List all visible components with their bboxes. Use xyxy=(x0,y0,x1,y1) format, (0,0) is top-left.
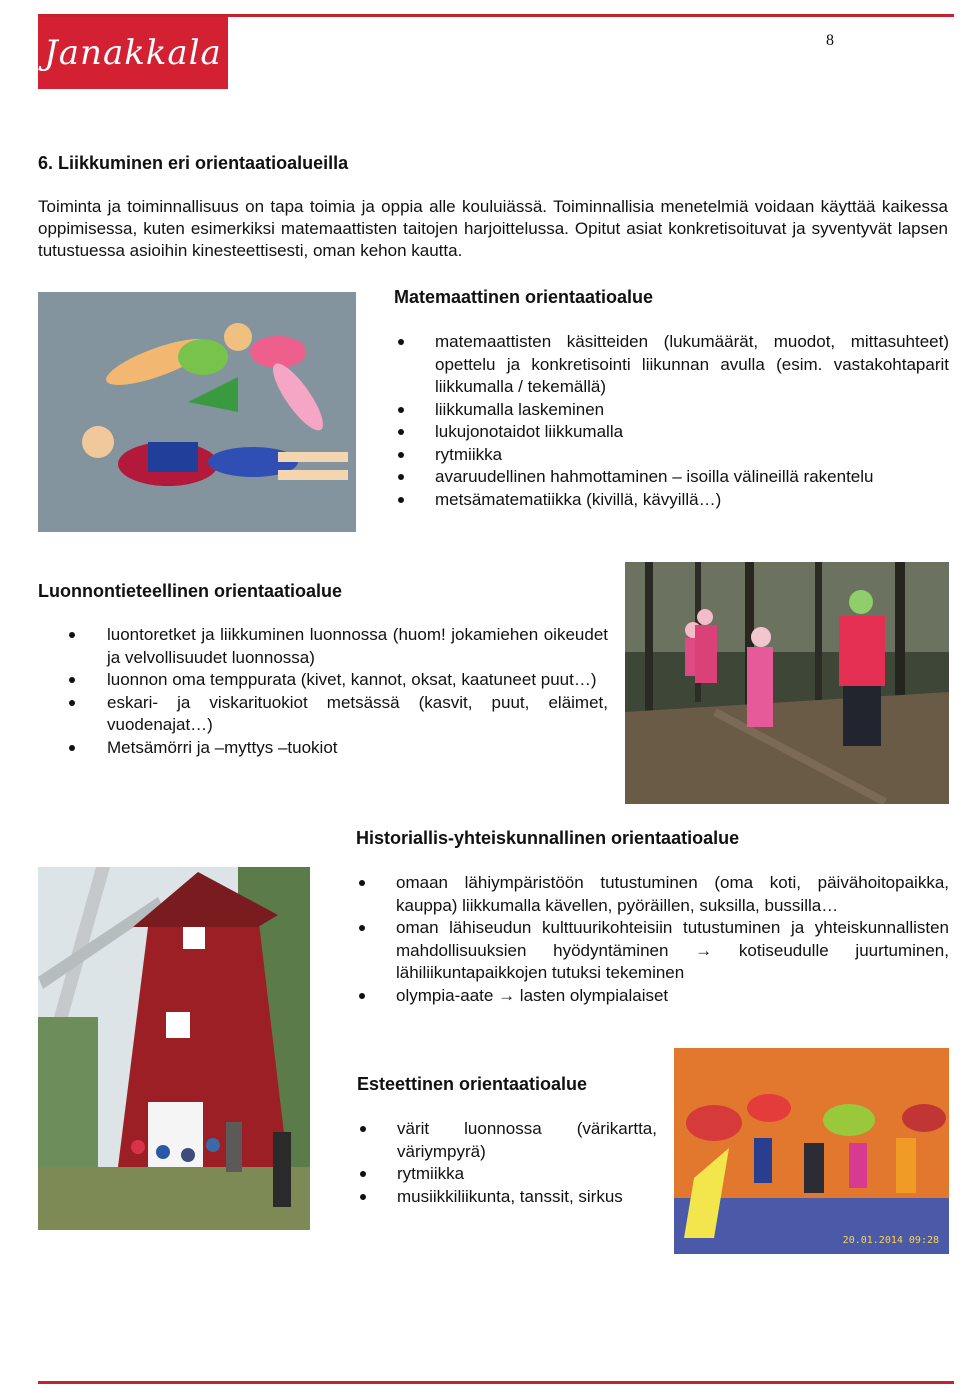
area-title-history: Historiallis-yhteiskunnallinen orientaatioalue xyxy=(356,828,740,848)
photo-forest-walk xyxy=(625,562,949,804)
area-title-nature: Luonnontieteellinen orientaatioalue xyxy=(38,581,343,601)
photo-children-floor xyxy=(38,292,356,532)
list-item: luontoretket ja liikkuminen luonnossa (huom! jokamiehen oikeudet ja velvollisuudet luonnossa) xyxy=(38,624,608,669)
arrow-right-icon: → xyxy=(498,985,516,1005)
list-item: matemaattisten käsitteiden (lukumäärät, muodot, mittasuhteet) opettelu ja konkretisointi liikunnan avulla (esim. vastakohtaparit liikkumalla / tekemällä) xyxy=(395,331,949,399)
section-title: 6. Liikkuminen eri orientaatioalueilla xyxy=(38,153,349,173)
list-item: omaan lähiympäristöön tutustuminen (oma koti, päivähoitopaikka, kauppa) liikkumalla kävellen, pyöräillen, suksilla, bussilla… xyxy=(356,872,949,917)
list-item: lukujonotaidot liikkumalla xyxy=(395,421,949,444)
list-item: värit luonnossa (värikartta, väriympyrä) xyxy=(357,1118,657,1163)
photo-scarf-dance xyxy=(674,1048,949,1254)
list-item: musiikkiliikunta, tanssit, sirkus xyxy=(357,1186,657,1209)
math-list xyxy=(395,331,949,511)
photo-windmill xyxy=(38,867,310,1230)
list-item: avaruudellinen hahmottaminen – isoilla välineillä rakentelu xyxy=(395,466,949,489)
history-list xyxy=(356,872,949,1007)
area-title-math: Matemaattinen orientaatioalue xyxy=(394,287,654,307)
list-item: oman lähiseudun kulttuurikohteisiin tutustuminen ja yhteiskunnallisten mahdollisuuksien hyödyntäminen → kotiseudulle juurtuminen, lähiliikuntapaikkojen tutuksi tekeminen xyxy=(356,917,949,985)
aesthetic-list xyxy=(357,1118,657,1208)
list-item: olympia-aate → lasten olympialaiset xyxy=(356,985,949,1008)
list-item: rytmiikka xyxy=(395,444,949,467)
list-item: metsämatematiikka (kivillä, kävyillä…) xyxy=(395,489,949,512)
photo-timestamp: 20.01.2014 09:28 xyxy=(842,1235,939,1246)
list-item: liikkumalla laskeminen xyxy=(395,399,949,422)
footer-rule xyxy=(38,1381,954,1384)
list-item: eskari- ja viskarituokiot metsässä (kasvit, puut, eläimet, vuodenajat…) xyxy=(38,692,608,737)
page-number: 8 xyxy=(826,32,834,49)
area-title-aesthetic: Esteettinen orientaatioalue xyxy=(357,1074,588,1094)
arrow-right-icon: → xyxy=(695,940,713,960)
janakkala-logo: Janakkala xyxy=(38,17,228,89)
intro-paragraph: Toiminta ja toiminnallisuus on tapa toimia ja oppia alle kouluiässä. Toiminnallisia menetelmiä voidaan käyttää kaikessa oppimisessa, kuten esimerkiksi matemaattisten taitojen harjoittelussa. Opitut asiat konkretisoituvat ja syventyvät lapsen tutustuessa asioihin kinesteettisesti, oman kehon kautta. xyxy=(38,197,948,260)
list-item: luonnon oma temppurata (kivet, kannot, oksat, kaatuneet puut…) xyxy=(38,669,608,692)
list-item: rytmiikka xyxy=(357,1163,657,1186)
nature-list xyxy=(38,624,608,759)
list-item: Metsämörri ja –myttys –tuokiot xyxy=(38,737,608,760)
